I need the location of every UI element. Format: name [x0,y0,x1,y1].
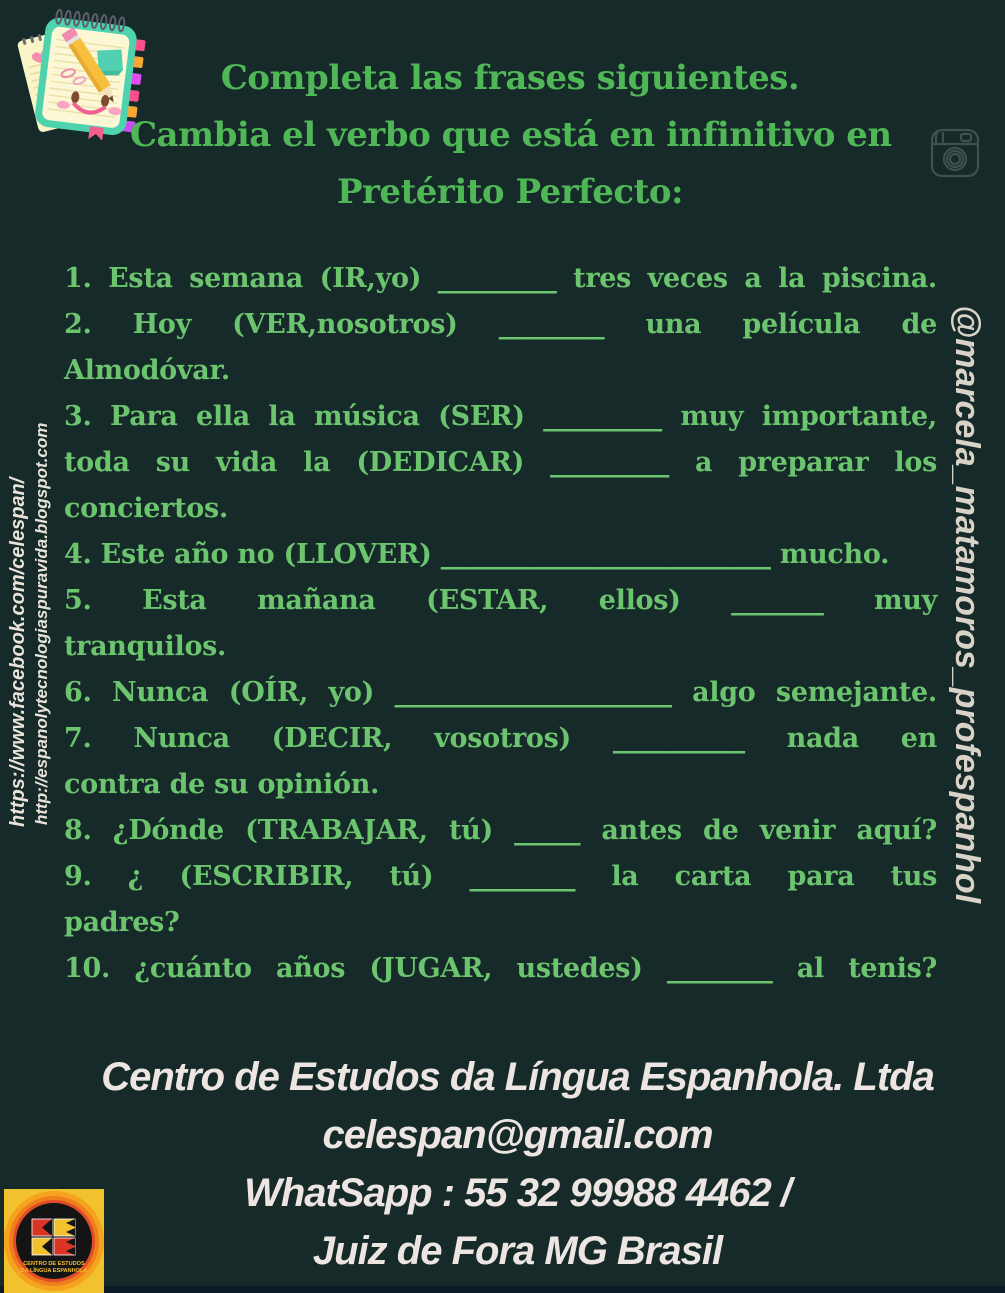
title-line-2: Cambia el verbo que está en infinitivo en [130,115,892,155]
footer-whatsapp: WhatSapp : 55 32 99988 4462 / [244,1171,791,1215]
exercise-line: padres? [64,907,180,938]
title-line-3: Pretérito Perfecto: [336,172,684,212]
exercise-line: 2. Hoy (VER,nosotros) ________ una película de [64,309,937,340]
exercise-line: 1. Esta semana (IR,yo) _________ tres veces a la piscina. [64,263,937,294]
exercise-line: 9. ¿ (ESCRIBIR, tú) ________ la carta para tus [64,861,937,892]
exercise-line: 4. Este año no (LLOVER) _________________________ mucho. [64,539,890,570]
exercise-line: 3. Para ella la música (SER) _________ muy importante, [64,401,937,432]
logo-caption-line1: CENTRO DE ESTUDOS [23,1261,85,1267]
notepad-clipart-icon [6,6,148,144]
exercise-list [64,256,937,992]
exercise-line: conciertos. [64,493,228,524]
footer-school-name: Centro de Estudos da Língua Espanhola. Ltda [101,1055,934,1099]
exercise-line: 10. ¿cuánto años (JUGAR, ustedes) ________ al tenis? [64,953,937,984]
exercise-line: tranquilos. [64,631,227,662]
exercise-line: 6. Nunca (OÍR, yo) _____________________ algo semejante. [64,677,937,708]
instagram-handle-vertical: @marcela_matamoros_profespanhol [948,305,986,904]
exercise-line: 7. Nunca (DECIR, vosotros) __________ nada en [64,723,937,754]
exercise-line: Almodóvar. [64,355,231,386]
blog-url-vertical: http://espanolytecnologiaspuravida.blogspot.com [32,422,51,825]
footer-location: Juiz de Fora MG Brasil [312,1229,723,1273]
bottom-strip [0,1286,1005,1293]
page-title [130,50,890,221]
exercise-line: 5. Esta mañana (ESTAR, ellos) _______ muy [64,585,937,616]
exercise-line: 8. ¿Dónde (TRABAJAR, tú) _____ antes de venir aquí? [64,815,937,846]
footer [30,1048,1005,1280]
title-line-1: Completa las frases siguientes. [220,58,800,98]
facebook-url-vertical: https://www.facebook.com/celespan/ [7,477,29,827]
logo-caption-line2: DA LÍNGUA ESPANHOLA [20,1268,88,1274]
instagram-icon [924,116,986,184]
school-logo [4,1189,104,1293]
footer-email: celespan@gmail.com [322,1113,713,1157]
exercise-line: contra de su opinión. [64,769,380,800]
exercise-line: toda su vida la (DEDICAR) _________ a preparar los [64,447,937,478]
notepad-clipart-svg [6,6,148,140]
